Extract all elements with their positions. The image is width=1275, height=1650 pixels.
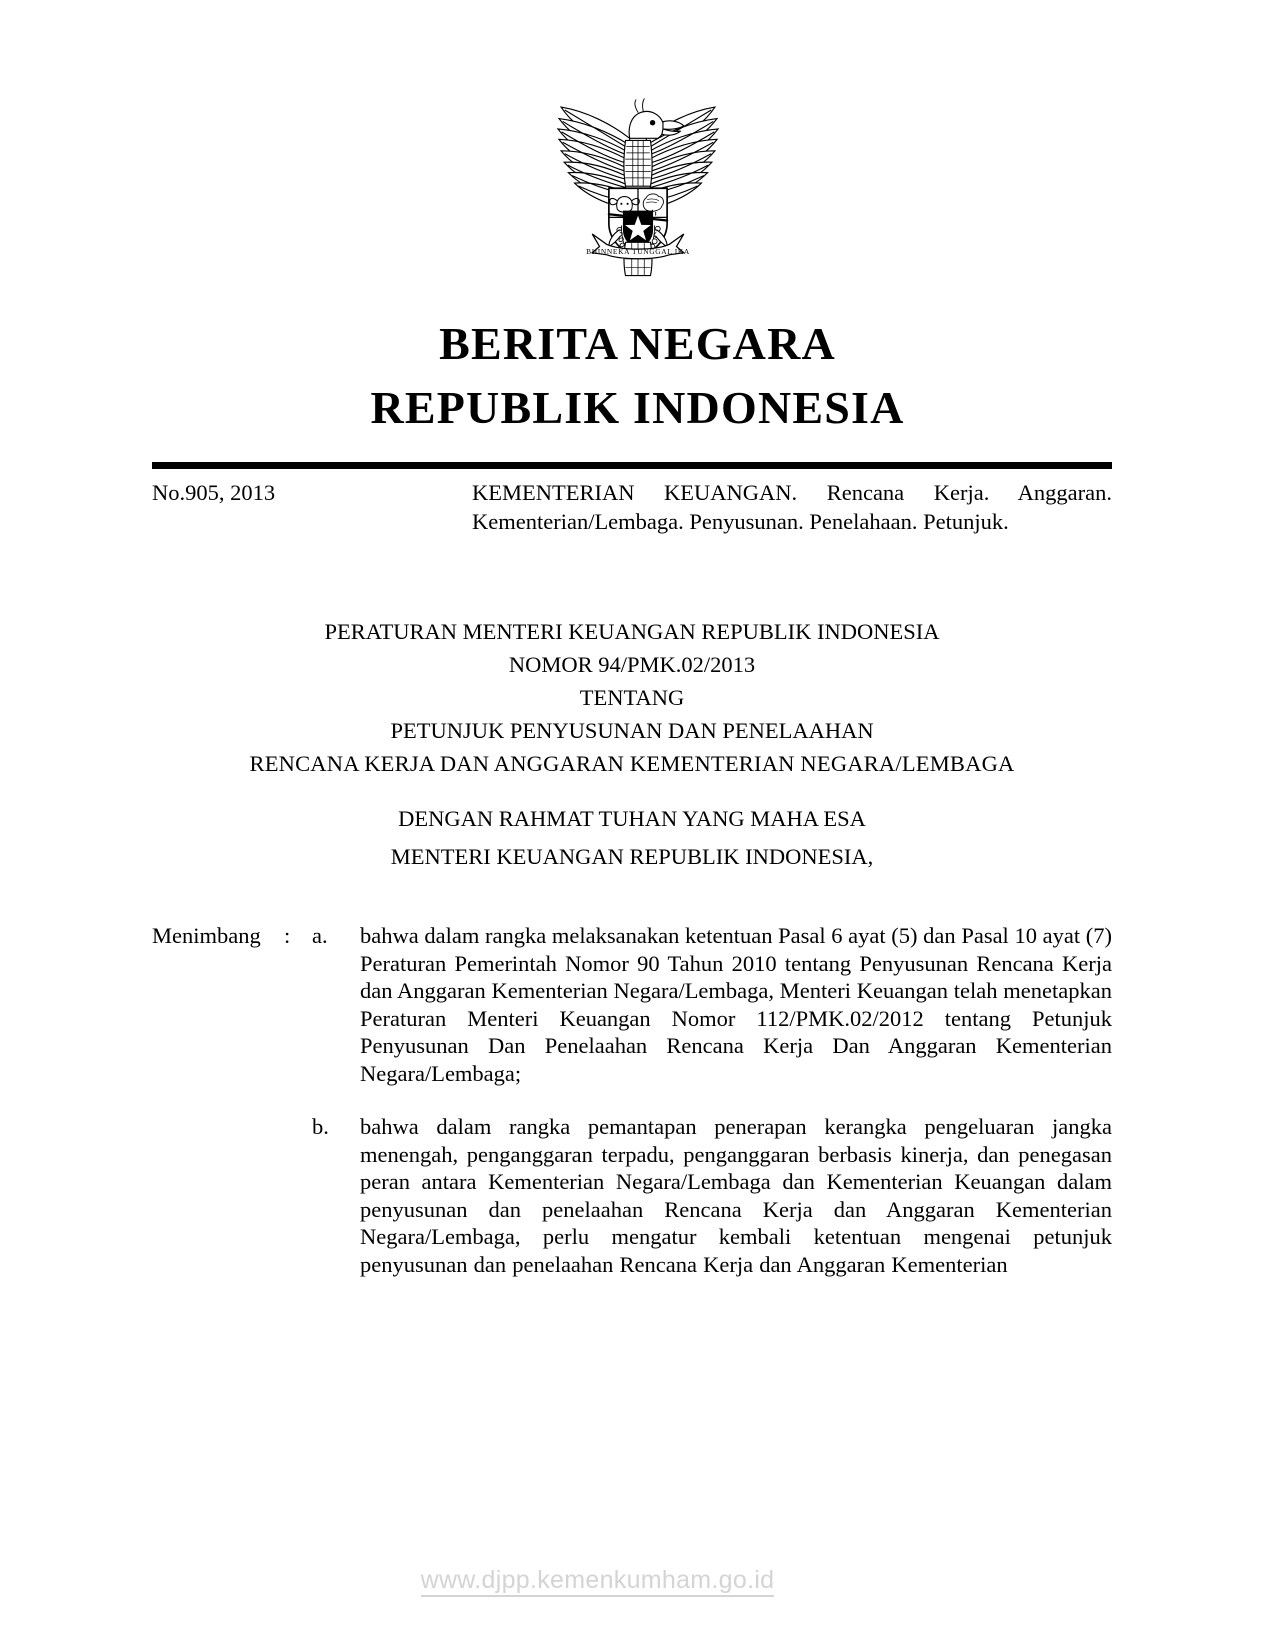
emblem-motto-text: BHINNEKA TUNGGAL IKA bbox=[585, 246, 690, 256]
source-watermark bbox=[0, 1566, 1275, 1595]
subject-keywords: KEMENTERIAN KEUANGAN. Rencana Kerja. Anggaran. Kementerian/Lembaga. Penyusunan. Penelahaan. Petunjuk. bbox=[472, 480, 1112, 534]
regulation-subject-line-2: RENCANA KERJA DAN ANGGARAN KEMENTERIAN NEGARA/LEMBAGA bbox=[249, 751, 1015, 776]
emblem-container bbox=[0, 78, 1275, 286]
consideration-marker-b: b. bbox=[312, 1114, 329, 1139]
consideration-text-b: bahwa dalam rangka pemantapan penerapan kerangka pengeluaran jangka menengah, penganggaran terpadu, penganggaran berbasis kinerja, dan penegasan peran antara Kementerian Negara/Lembaga dan Kementerian Keuangan dalam penyusunan dan penelaahan Rencana Kerja dan Anggaran Kementerian Negara/Lembaga, perlu mengatur kembali ketentuan mengenai petunjuk penyusunan dan penelaahan Rencana Kerja dan Anggaran Kementerian bbox=[360, 1114, 1112, 1277]
considerations-label: Menimbang bbox=[152, 923, 261, 948]
masthead bbox=[0, 312, 1275, 440]
regulation-heading: PERATURAN MENTERI KEUANGAN REPUBLIK INDONESIA bbox=[324, 619, 940, 644]
consideration-text-a: bahwa dalam rangka melaksanakan ketentuan Pasal 6 ayat (5) dan Pasal 10 ayat (7) Peraturan Pemerintah Nomor 90 Tahun 2010 tentang Penyusunan Rencana Kerja dan Anggaran Kementerian Negara/Lembaga, Menteri Keuangan telah menetapkan Peraturan Menteri Keuangan Nomor 112/PMK.02/2012 tentang Petunjuk Penyusunan Dan Penelaahan Rencana Kerja Dan Anggaran Kementerian Negara/Lembaga; bbox=[360, 923, 1112, 1086]
considerations-block bbox=[152, 922, 1112, 1278]
gazette-number: No.905, 2013 bbox=[152, 480, 276, 505]
invocation-official: MENTERI KEUANGAN REPUBLIK INDONESIA, bbox=[390, 844, 874, 869]
masthead-line-berita-negara: BERITA NEGARA bbox=[439, 318, 836, 369]
garuda-pancasila-emblem bbox=[534, 78, 742, 286]
regulation-number: NOMOR 94/PMK.02/2013 bbox=[508, 652, 756, 677]
consideration-item-b bbox=[152, 1113, 1112, 1278]
masthead-divider-rule bbox=[152, 462, 1112, 469]
reference-row bbox=[152, 478, 1112, 536]
source-watermark-url: www.djpp.kemenkumham.go.id bbox=[421, 1566, 775, 1597]
invocation-block bbox=[152, 800, 1112, 876]
considerations-colon: : bbox=[284, 923, 291, 948]
consideration-item-a bbox=[152, 922, 1112, 1087]
regulation-title-block bbox=[152, 615, 1112, 780]
consideration-marker-a: a. bbox=[312, 923, 328, 948]
regulation-connector: TENTANG bbox=[579, 685, 685, 710]
regulation-subject-line-1: PETUNJUK PENYUSUNAN DAN PENELAAHAN bbox=[390, 718, 874, 743]
invocation-blessing: DENGAN RAHMAT TUHAN YANG MAHA ESA bbox=[398, 806, 866, 831]
masthead-line-republik-indonesia: REPUBLIK INDONESIA bbox=[370, 382, 905, 433]
